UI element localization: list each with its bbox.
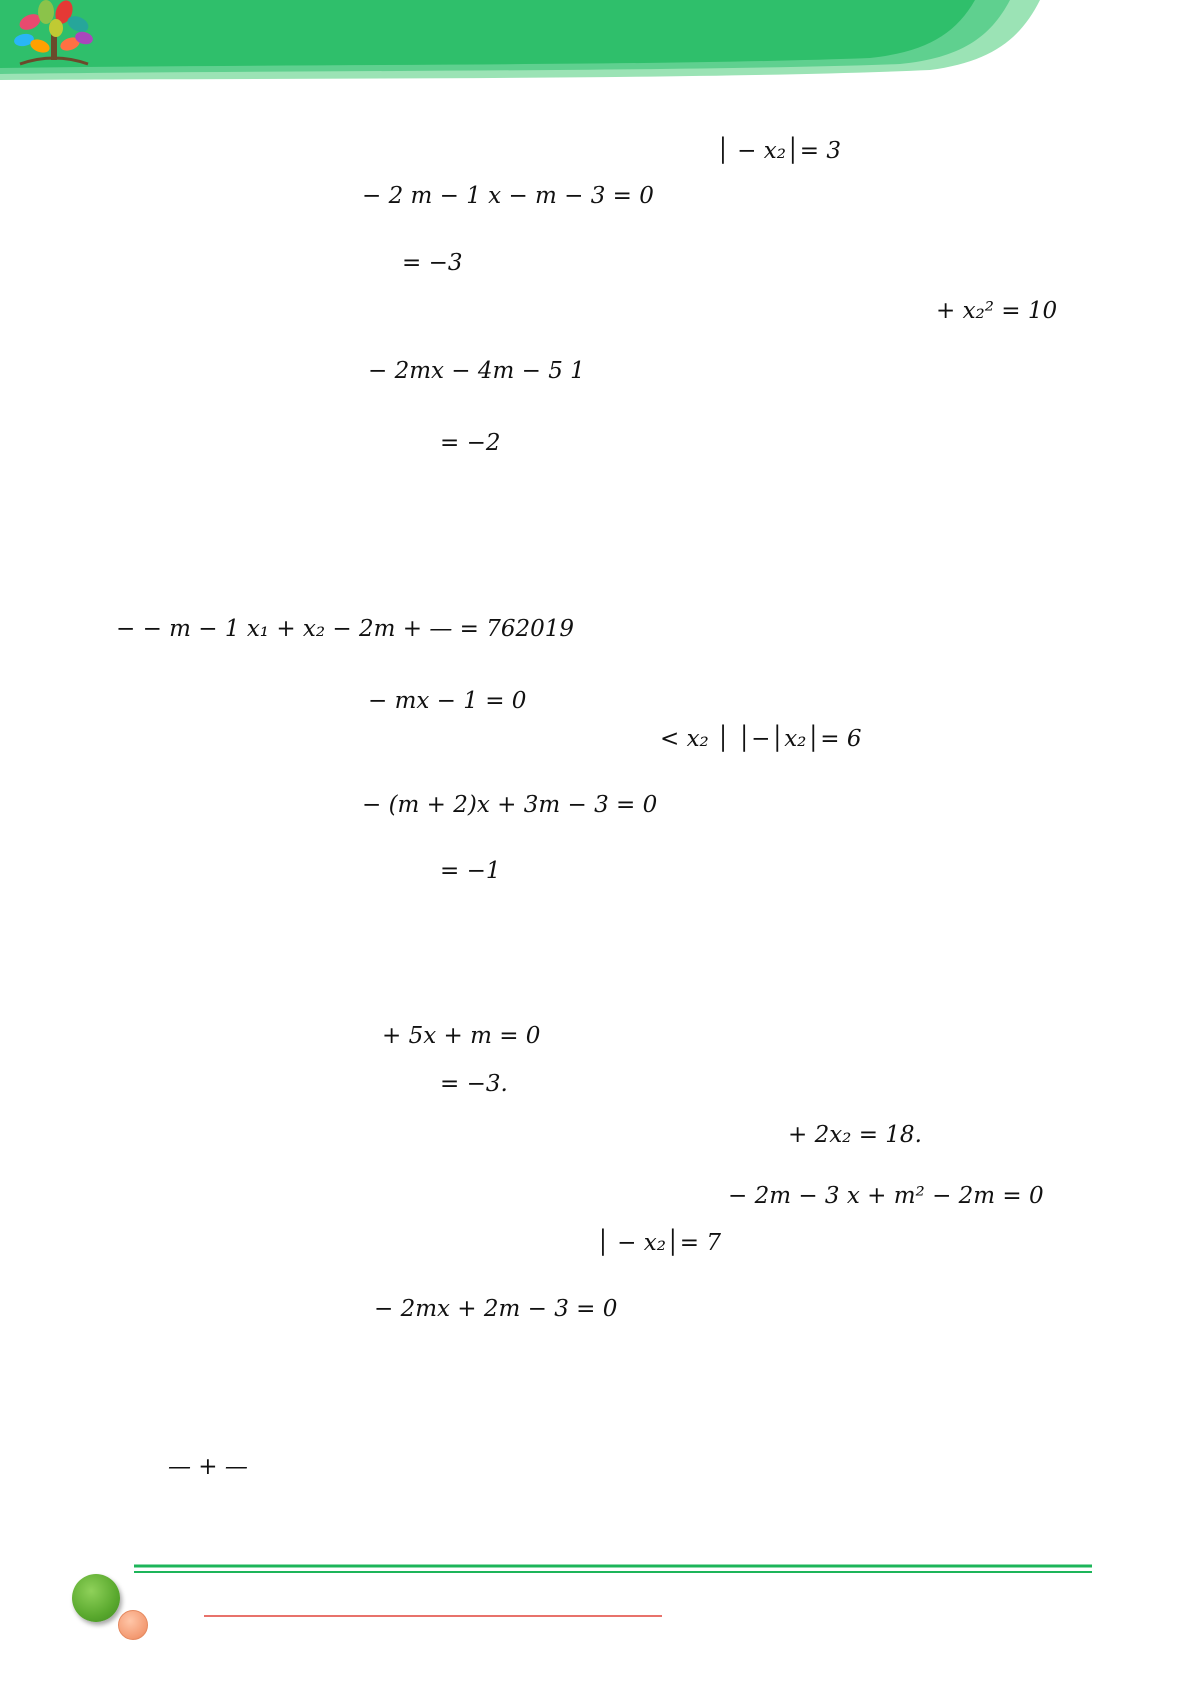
equation-fragment: + 2x₂ = 18. bbox=[788, 1122, 922, 1148]
equation-fragment: − 2m − 3 x + m² − 2m = 0 bbox=[728, 1183, 1044, 1209]
page-marker-circle-icon bbox=[72, 1574, 120, 1622]
equation-fragment: — + — bbox=[168, 1454, 248, 1480]
footer bbox=[0, 1550, 1192, 1685]
equation-fragment: − 2mx − 4m − 5 1 bbox=[368, 358, 585, 384]
equation-fragment: − 2mx + 2m − 3 = 0 bbox=[374, 1296, 618, 1322]
footer-lines bbox=[0, 1550, 1192, 1685]
equation-fragment: < x₂ │ │−│x₂│= 6 bbox=[660, 726, 862, 752]
equation-fragment: = −3. bbox=[440, 1071, 508, 1097]
equation-fragment: + x₂² = 10 bbox=[936, 298, 1058, 324]
equation-fragment: │ − x₂│= 7 bbox=[596, 1230, 721, 1256]
header-banner bbox=[0, 0, 1192, 90]
page-marker-dot-icon bbox=[118, 1610, 148, 1640]
equation-fragment: + 5x + m = 0 bbox=[382, 1023, 541, 1049]
equation-fragment: − 2 m − 1 x − m − 3 = 0 bbox=[362, 183, 654, 209]
equation-fragment: = −1 bbox=[440, 858, 501, 884]
equation-fragment: − (m + 2)x + 3m − 3 = 0 bbox=[362, 792, 658, 818]
equation-fragment: = −2 bbox=[440, 430, 501, 456]
equation-fragment: − − m − 1 x₁ + x₂ − 2m + — = 762019 bbox=[116, 616, 575, 642]
header-wave-graphic bbox=[0, 0, 1192, 90]
equation-fragment: │ − x₂│= 3 bbox=[716, 138, 841, 164]
equation-fragment: = −3 bbox=[402, 250, 463, 276]
equation-fragment: − mx − 1 = 0 bbox=[368, 688, 527, 714]
